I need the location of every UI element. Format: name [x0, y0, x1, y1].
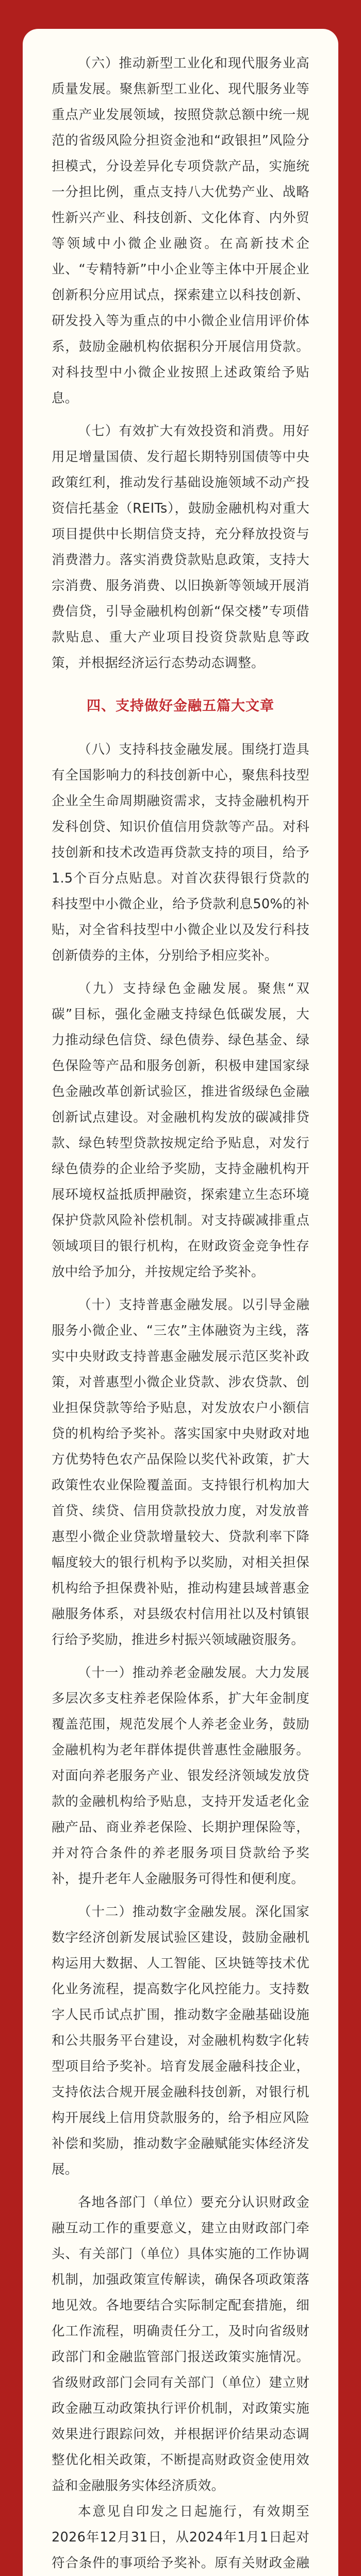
closing-paragraph: 各地各部门（单位）要充分认识财政金融互动工作的重要意义，建立由财政部门牵头、有关部门（单位）具体实施的工作协调机制，加强政策宣传解读，确保各项政策落地见效。各地要结合实际制定配套措施，细化工作流程，明确责任分工，及时向省级财政部门和金融监管部门报送政策实施情况。省级财政部门会同有关部门（单位）建立财政金融互动政策执行评价机制，对政策实施效果进行跟踪问效，并根据评价结果动态调整优化相关政策，不断提高财政资金使用效益和金融服务实体经济质效。 — [52, 2195, 309, 2494]
section-heading: 四、支持做好金融五篇大文章 — [87, 698, 274, 714]
policy-item-6: （六）推动新型工业化和现代服务业高质量发展。聚焦新型工业化、现代服务业等重点产业发展领域，按照贷款总额中统一规范的省级风险分担资金池和“政银担”风险分担模式，分设差异化专项贷款产品，实施统一分担比例，重点支持八大优势产业、战略性新兴产业、科技创新、文化体育、内外贸等领域中小微企业融资。在高新技术企业、“专精特新”中小企业等主体中开展企业创新积分应用试点，探索建立以科技创新、研发投入等为重点的中小微企业信用评价体系，鼓励金融机构依据积分开展信用贷款。对科技型中小微企业按照上述政策给予贴息。 — [52, 56, 309, 406]
policy-item-11: （十一）推动养老金融发展。大力发展多层次多支柱养老保险体系，扩大年金制度覆盖范围，规范发展个人养老金业务，鼓励金融机构为老年群体提供普惠性金融服务。对面向养老服务产业、银发经济领域发放贷款的金融机构给予贴息，支持开发适老化金融产品、商业养老保险、长期护理保险等，并对符合条件的养老服务项目贷款给予奖补，提升老年人金融服务可得性和便利度。 — [52, 1665, 309, 1887]
policy-item-9: （九）支持绿色金融发展。聚焦“双碳”目标，强化金融支持绿色低碳发展，大力推动绿色信贷、绿色债券、绿色基金、绿色保险等产品和服务创新，积极申建国家绿色金融改革创新试验区，推进省级绿色金融创新试点建设。对金融机构发放的碳减排贷款、绿色转型贷款按规定给予贴息，对发行绿色债券的企业给予奖励，支持金融机构开展环境权益抵质押融资，探索建立生态环境保护贷款风险补偿机制。对支持碳减排重点领域项目的银行机构，在财政资金竞争性存放中给予加分，并按规定给予奖补。 — [52, 981, 309, 1280]
policy-item-7: （七）有效扩大有效投资和消费。用好用足增量国债、发行超长期特别国债等中央政策红利，推动发行基础设施领域不动产投资信托基金（REITs），鼓励金融机构对重大项目提供中长期信贷支持，充分释放投资与消费潜力。落实消费贷款贴息政策，支持大宗消费、服务消费、以旧换新等领域开展消费信贷，引导金融机构创新“保交楼”专项借款贴息、重大产业项目投资贷款贴息等政策，并根据经济运行态势动态调整。 — [52, 423, 309, 671]
effective-date-paragraph: 本意见自印发之日起施行，有效期至2026年12月31日，从2024年1月1日起对符合条件的事项给予奖补。原有关财政金融 — [52, 2504, 309, 2571]
document-card — [23, 29, 338, 2576]
policy-item-10: （十）支持普惠金融发展。以引导金融服务小微企业、“三农”主体融资为主线，落实中央财政支持普惠金融发展示范区奖补政策，对普惠型小微企业贷款、涉农贷款、创业担保贷款等给予贴息，对发放农户小额信贷的机构给予奖补。落实国家中央财政对地方优势特色农产品保险以奖代补政策，扩大政策性农业保险覆盖面。支持银行机构加大首贷、续贷、信用贷款投放力度，对发放普惠型小微企业贷款增量较大、贷款利率下降幅度较大的银行机构予以奖励，对相关担保机构给予担保费补贴，推动构建县域普惠金融服务体系，对县级农村信用社以及村镇银行给予奖励，推进乡村振兴领域融资服务。 — [52, 1297, 309, 1648]
policy-item-8: （八）支持科技金融发展。围绕打造具有全国影响力的科技创新中心，聚焦科技型企业全生命周期融资需求，支持金融机构开发科创贷、知识价值信用贷款等产品。对科技创新和技术改造再贷款支持的项目，给予1.5个百分点贴息。对首次获得银行贷款的科技型中小微企业，给予贷款利息50%的补贴，对全省科技型中小微企业以及发行科技创新债券的主体，分别给予相应奖补。 — [52, 742, 309, 963]
policy-item-12: （十二）推动数字金融发展。深化国家数字经济创新发展试验区建设，鼓励金融机构运用大数据、人工智能、区块链等技术优化业务流程，提高数字化风控能力。支持数字人民币试点扩围，推动数字金融基础设施和公共服务平台建设，对金融机构数字化转型项目给予奖补。培育发展金融科技企业，支持依法合规开展金融科技创新，对银行机构开展线上信用贷款服务的，给予相应风险补偿和奖励，推动数字金融赋能实体经济发展。 — [52, 1904, 309, 2177]
